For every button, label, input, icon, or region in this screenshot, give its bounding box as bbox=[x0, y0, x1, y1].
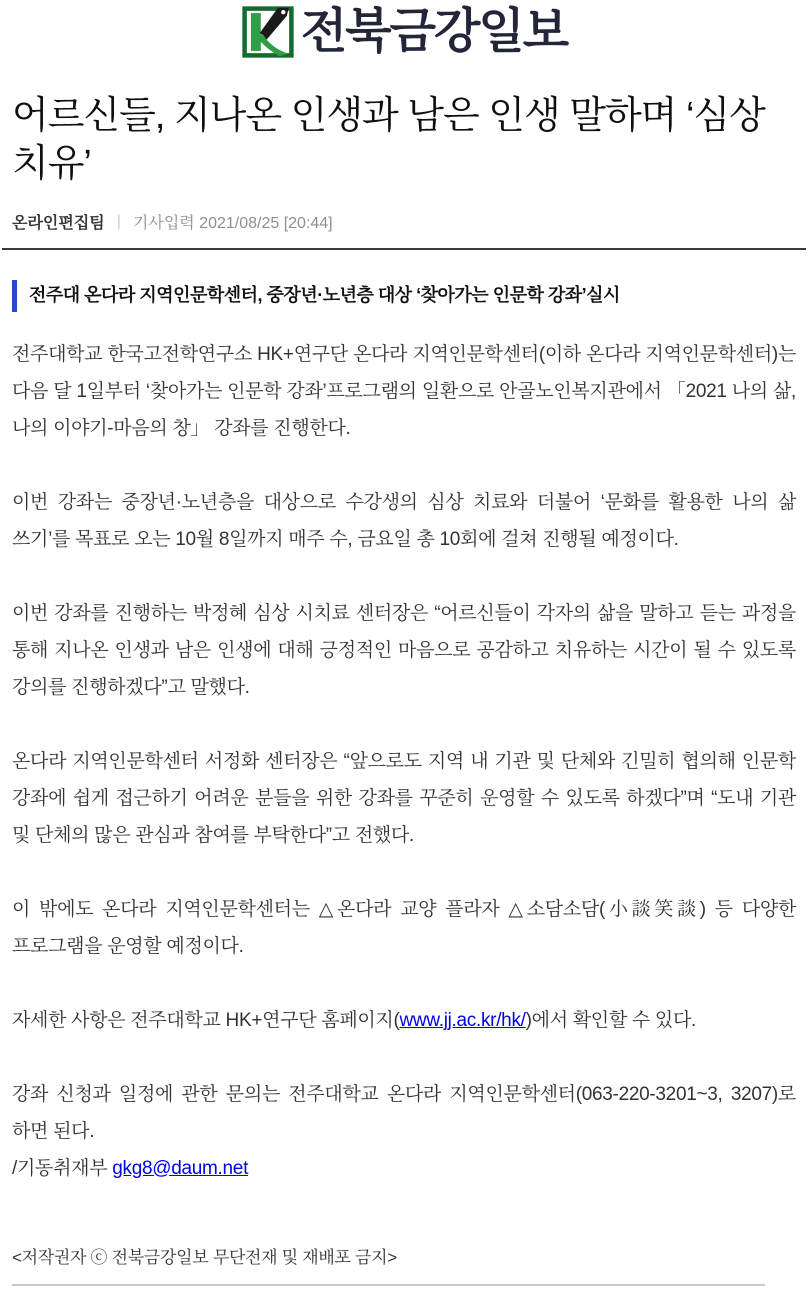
byline bbox=[12, 210, 796, 233]
homepage-text-before: 자세한 사항은 전주대학교 HK+연구단 홈페이지( bbox=[12, 1009, 400, 1031]
body-paragraph: 이번 강좌를 진행하는 박정혜 심상 시치료 센터장은 “어르신들이 각자의 삶을 말하고 듣는 과정을 통해 지나온 인생과 남은 인생에 대해 긍정적인 마음으로 공감하고 치유하는 시간이 될 수 있도록 강의를 진행하겠다”고 말했다. bbox=[12, 602, 796, 698]
contact-text: 강좌 신청과 일정에 관한 문의는 전주대학교 온다라 지역인문학센터(063-220-3201~3, 3207)로 하면 된다. bbox=[12, 1083, 796, 1142]
newspaper-name: 전북금강일보 bbox=[300, 5, 568, 58]
masthead bbox=[12, 0, 796, 59]
bottom-divider bbox=[12, 1284, 765, 1286]
copyright-notice: <저작권자 ⓒ 전북금강일보 무단전재 및 재배포 금지> bbox=[12, 1247, 397, 1267]
newspaper-logo[interactable] bbox=[241, 5, 567, 59]
body-paragraph: 이번 강좌는 중장년·노년층을 대상으로 수강생의 심상 치료와 더불어 ‘문화를 활용한 나의 삶 쓰기’를 목표로 오는 10월 8일까지 매주 수, 금요일 총 10회에 걸쳐 진행될 예정이다. bbox=[12, 491, 796, 550]
top-divider bbox=[2, 248, 806, 250]
publish-date: 기사입력 2021/08/25 [20:44] bbox=[132, 215, 333, 232]
body-paragraph: 전주대학교 한국고전학연구소 HK+연구단 온다라 지역인문학센터(이하 온다라 지역인문학센터)는 다음 달 1일부터 ‘찾아가는 인문학 강좌’프로그램의 일환으로 안골노인복지관에서 「2021 나의 삶, 나의 이야기-마음의 창」 강좌를 진행한다. bbox=[12, 343, 796, 439]
author-name: 온라인편집팀 bbox=[12, 215, 105, 232]
k-pen-logo-icon bbox=[241, 5, 295, 59]
byline-separator: | bbox=[116, 212, 121, 230]
reporter-credit: /기동취재부 bbox=[12, 1157, 113, 1179]
subheadline: 전주대 온다라 지역인문학센터, 중장년·노년층 대상 ‘찾아가는 인문학 강좌’실시 bbox=[12, 280, 796, 312]
body-paragraph-contact bbox=[12, 1076, 796, 1187]
headline: 어르신들, 지나온 인생과 남은 인생 말하며 ‘심상 치유’ bbox=[12, 95, 765, 185]
body-paragraph: 온다라 지역인문학센터 서정화 센터장은 “앞으로도 지역 내 기관 및 단체와 긴밀히 협의해 인문학 강좌에 쉽게 접근하기 어려운 분들을 위한 강좌를 꾸준히 운영할 수 있도록 하겠다”며 “도내 기관 및 단체의 많은 관심과 참여를 부탁한다”고 전했다. bbox=[12, 750, 796, 846]
homepage-text-after: )에서 확인할 수 있다. bbox=[525, 1009, 697, 1031]
body-paragraph: 이 밖에도 온다라 지역인문학센터는 △온다라 교양 플라자 △소담소담(小談笑談) 등 다양한 프로그램을 운영할 예정이다. bbox=[12, 898, 796, 957]
article-body bbox=[12, 336, 796, 1187]
reporter-email-link[interactable]: gkg8@daum.net bbox=[112, 1157, 249, 1179]
homepage-link[interactable]: www.jj.ac.kr/hk/ bbox=[399, 1009, 526, 1031]
body-paragraph-homepage bbox=[12, 1002, 796, 1039]
